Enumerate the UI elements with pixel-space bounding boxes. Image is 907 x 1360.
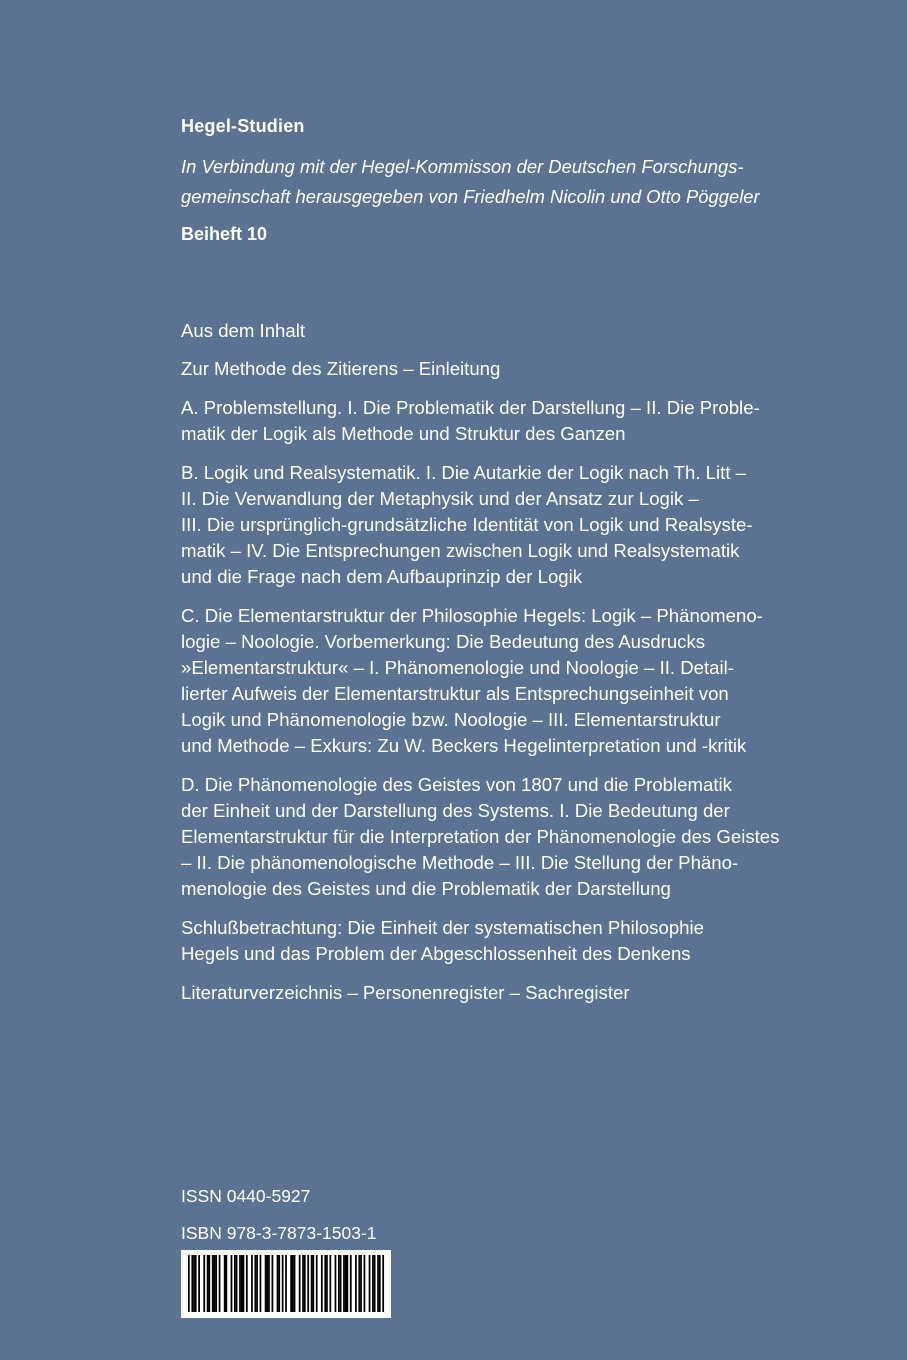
barcode-bar [234,1255,236,1312]
barcode-bar [207,1255,209,1312]
barcode-bar [374,1255,376,1312]
barcode-bar [265,1255,267,1312]
contents-line: D. Die Phänomenologie des Geistes von 1807 und die Problematik [181,774,732,795]
barcode-bar [372,1255,374,1312]
barcode-bar [335,1255,337,1312]
series-title: Hegel-Studien [181,116,305,136]
barcode-bar [198,1255,200,1312]
barcode-bar [302,1255,304,1312]
barcode-bar [212,1255,214,1312]
contents-line: B. Logik und Realsystematik. I. Die Autarkie der Logik nach Th. Litt – [181,462,746,483]
contents-line: menologie des Geistes und die Problematik der Darstellung [181,878,671,899]
contents-line: der Einheit und der Darstellung des Systems. I. Die Bedeutung der [181,800,730,821]
issn-number: ISSN 0440-5927 [181,1186,311,1206]
barcode-bar [278,1255,280,1312]
contents-line: III. Die ursprünglich-grundsätzliche Identität von Logik und Realsyste- [181,514,753,535]
contents-heading: Aus dem Inhalt [181,320,306,341]
barcode-bar [260,1255,262,1312]
barcode-bar [195,1255,197,1312]
barcode-bar [316,1255,318,1312]
barcode-graphic [181,1250,391,1318]
contents-line: Literaturverzeichnis – Personenregister – Sachregister [181,982,630,1003]
barcode-bar [360,1255,362,1312]
contents-line: Schlußbetrachtung: Die Einheit der systematischen Philosophie [181,917,704,938]
barcode-bar [326,1255,328,1312]
barcode-bar [236,1255,238,1312]
barcode-bar [203,1255,205,1312]
barcode-bar [256,1255,258,1312]
barcode-bar [224,1255,226,1312]
barcode-bar [191,1255,193,1312]
contents-line: Hegels und das Problem der Abgeschlossenheit des Denkens [181,943,691,964]
barcode-bar [272,1255,274,1312]
barcode-bar [311,1255,313,1312]
barcode-bar [241,1255,243,1312]
barcode-bar [268,1255,270,1312]
contents-line: A. Problemstellung. I. Die Problematik der Darstellung – II. Die Proble- [181,397,760,418]
barcode-bar [347,1255,349,1312]
barcode-bar [208,1255,210,1312]
barcode-bar [364,1255,366,1312]
editors-line: gemeinschaft herausgegeben von Friedhelm Nicolin und Otto Pöggeler [181,186,760,207]
barcode-bar [215,1255,217,1312]
barcode-bar [277,1255,279,1312]
contents-line: matik der Logik als Methode und Struktur des Ganzen [181,423,626,444]
contents-section [181,980,821,1006]
contents-line: Elementarstruktur für die Interpretation der Phänomenologie des Geistes [181,826,780,847]
barcode-bar [188,1255,190,1312]
barcode-bar [266,1255,268,1312]
barcode-bar [251,1255,253,1312]
barcode-bar [285,1255,287,1312]
volume-label: Beiheft 10 [181,224,268,244]
contents-section [181,395,821,447]
contents-line: – II. Die phänomenologische Methode – III. Die Stellung der Phäno- [181,852,739,873]
barcode-bar [231,1255,233,1312]
barcode-icon [181,1250,391,1318]
editors-line: In Verbindung mit der Hegel-Kommisson der Deutschen Forschungs- [181,156,744,177]
barcode-bar [239,1255,241,1312]
contents-line: lierter Aufweis der Elementarstruktur als Entsprechungseinheit von [181,683,729,704]
contents-section [181,772,821,902]
barcode-bar [226,1255,228,1312]
contents-line: Logik und Phänomenologie bzw. Noologie – III. Elementarstruktur [181,709,721,730]
barcode-bar [355,1255,357,1312]
contents-section [181,356,821,382]
contents-line: »Elementarstruktur« – I. Phänomenologie und Noologie – II. Detail- [181,657,734,678]
contents-line: matik – IV. Die Entsprechungen zwischen Logik und Realsystematik [181,540,740,561]
barcode-bar [340,1255,342,1312]
barcode-bar [193,1255,195,1312]
contents-line: C. Die Elementarstruktur der Philosophie Hegels: Logik – Phänomeno- [181,605,763,626]
contents-line: und die Frage nach dem Aufbauprinzip der Logik [181,566,583,587]
series-editors [181,152,821,212]
barcode-bar [290,1255,292,1312]
barcode-bar [292,1255,294,1312]
barcode-bar [246,1255,248,1312]
barcode-bar [243,1255,245,1312]
barcode-bar [324,1255,326,1312]
contents-line: II. Die Verwandlung der Metaphysik und der Ansatz zur Logik – [181,488,699,509]
contents-line: und Methode – Exkurs: Zu W. Beckers Hegelinterpretation und -kritik [181,735,747,756]
barcode-bar [219,1255,221,1312]
barcode-bar [338,1255,340,1312]
barcode-bar [299,1255,301,1312]
barcode-bar [382,1255,384,1312]
contents-section [181,915,821,967]
barcode-bar [329,1255,331,1312]
barcode-bar [214,1255,216,1312]
barcode-bar [254,1255,256,1312]
barcode-bar [312,1255,314,1312]
barcode-bar [345,1255,347,1312]
barcode-bar [377,1255,379,1312]
barcode-bar [321,1255,323,1312]
barcode-bar [294,1255,296,1312]
contents-line: logie – Noologie. Vorbemerkung: Die Bedeutung des Ausdrucks [181,631,706,652]
barcode-bar [358,1255,360,1312]
barcode-bar [343,1255,345,1312]
barcode-bar [379,1255,381,1312]
barcode-bar [350,1255,352,1312]
isbn-number: ISBN 978-3-7873-1503-1 [181,1223,377,1243]
contents-section [181,460,821,590]
contents-line: Zur Methode des Zitierens – Einleitung [181,358,501,379]
barcode-bar [304,1255,306,1312]
contents-section [181,603,821,759]
barcode-bar [369,1255,371,1312]
barcode-bar [282,1255,284,1312]
barcode-bar [307,1255,309,1312]
table-of-contents [181,318,821,1019]
